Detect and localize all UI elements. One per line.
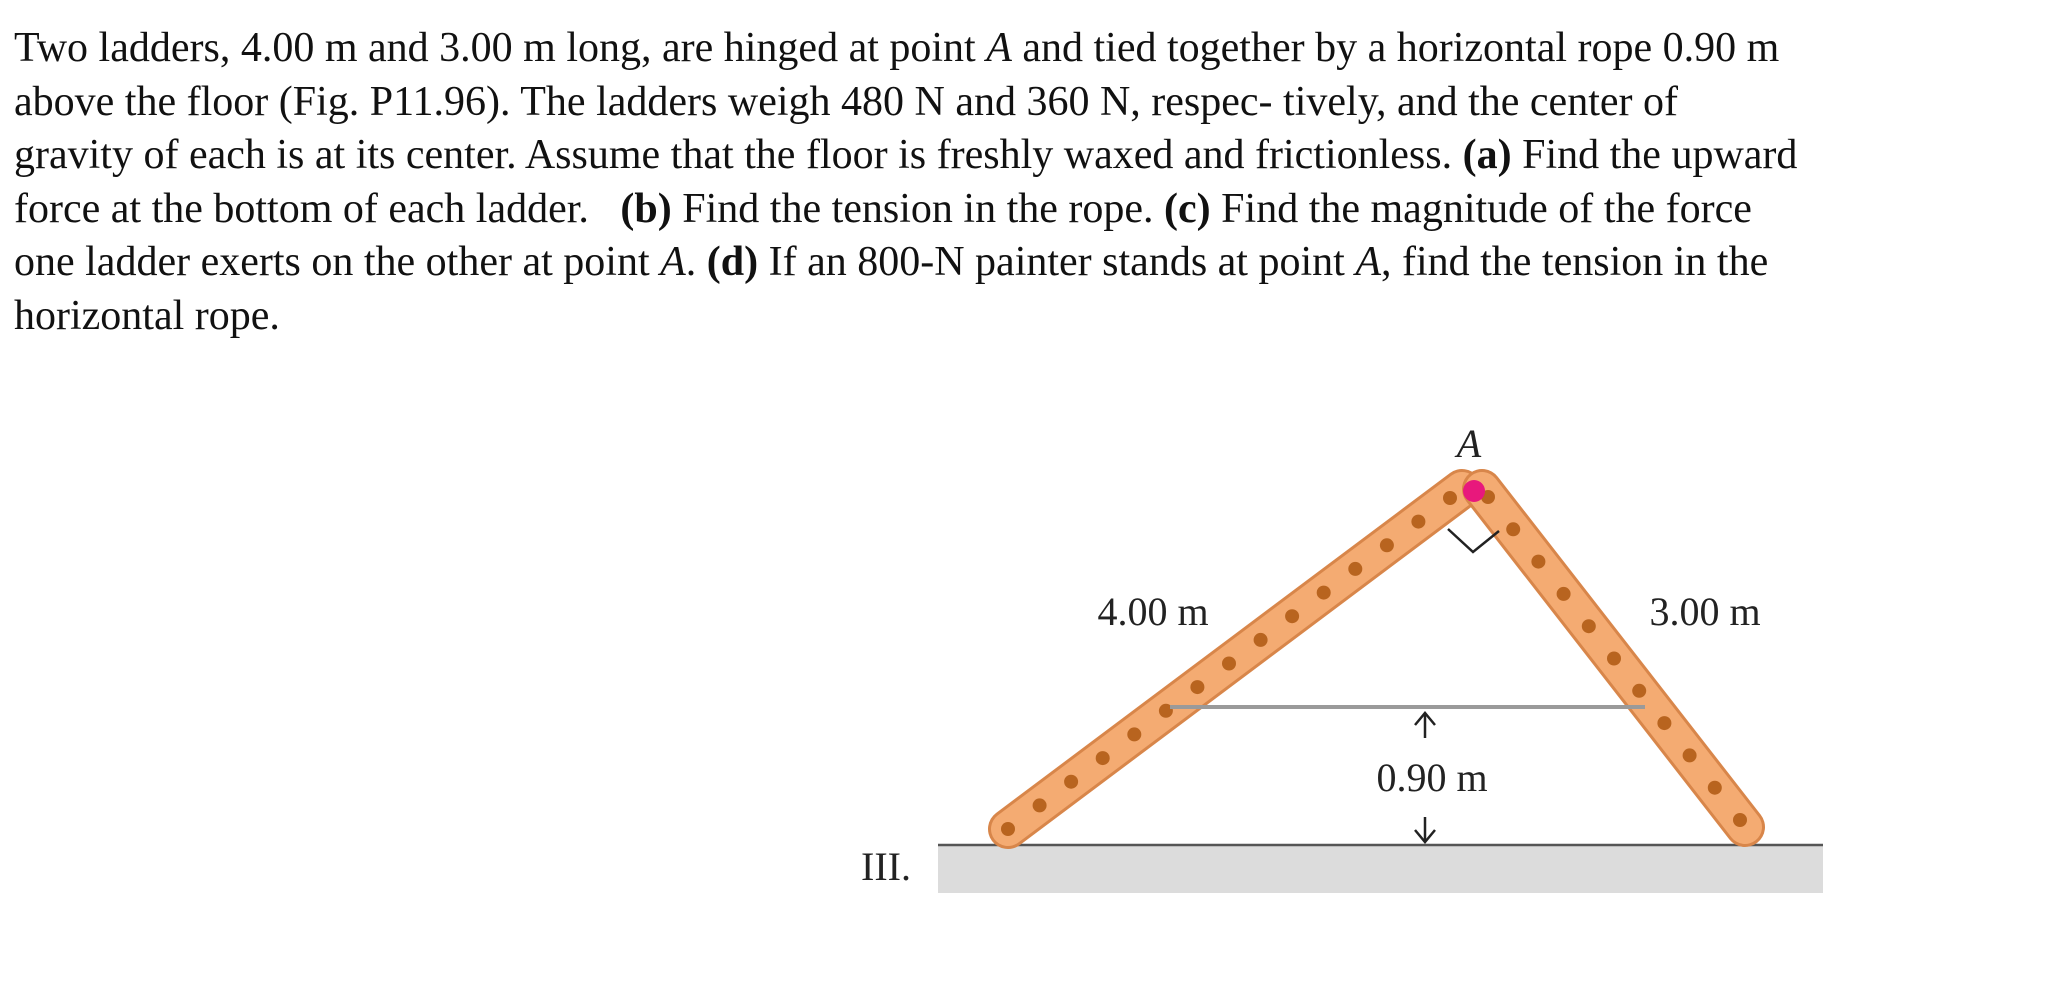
rung-dot [1632,684,1646,698]
problem-line: gravity of each is at its center. Assume that the floor is freshly waxed and frictionless. (a) Find the upward [14,132,1798,178]
problem-line: force at the bottom of each ladder. (b) Find the tension in the rope. (c) Find the magnitude of the force [14,185,1752,232]
point-a-italic: A [660,239,686,285]
rung-dot [1348,562,1362,576]
problem-line: Two ladders, 4.00 m and 3.00 m long, are hinged at point A and tied together by a horizontal rope 0.90 m [14,25,1780,71]
right-ladder [1481,489,1747,827]
apex-label: A [1456,421,1482,466]
rung-dot [1582,619,1596,633]
problem-line: one ladder exerts on the other at point A. (d) If an 800-N painter stands at point A, find the tension in the [14,239,1769,285]
rung-dot [1285,609,1299,623]
hinge-point-a [1463,480,1485,502]
rung-dot [1411,515,1425,529]
rope-height-label: 0.90 m [1376,755,1488,800]
rung-dot [1557,587,1571,601]
rung-dot [1443,491,1457,505]
rung-dot [1190,680,1204,694]
problem-line: above the floor (Fig. P11.96). The ladders weigh 480 N and 360 N, respec- tively, and the center of [14,78,1678,125]
point-a-italic: A [1355,239,1381,285]
rung-dot [1380,538,1394,552]
rung-dot [1317,586,1331,600]
rung-dot [1064,775,1078,789]
part-b-label: (b) [620,185,672,232]
problem-line: horizontal rope. [14,292,280,339]
rung-dot [1607,652,1621,666]
side-label: III. [861,844,911,889]
part-c-label: (c) [1164,185,1211,232]
point-a-italic: A [986,25,1012,71]
part-a-label: (a) [1462,132,1512,178]
rung-dot [1657,716,1671,730]
problem-statement [14,22,2034,343]
floor [938,845,1823,893]
left-length-label: 4.00 m [1097,589,1209,634]
rung-dot [1033,798,1047,812]
rung-dot [1127,727,1141,741]
rung-dot [1096,751,1110,765]
rung-dot [1708,781,1722,795]
rung-dot [1222,657,1236,671]
ladder-figure [0,380,2046,940]
rung-dot [1001,822,1015,836]
rung-dot [1506,522,1520,536]
rung-dot [1733,813,1747,827]
rung-dot [1254,633,1268,647]
rung-dot [1531,555,1545,569]
right-length-label: 3.00 m [1649,589,1761,634]
part-d-label: (d) [706,239,759,285]
rung-dot [1683,748,1697,762]
